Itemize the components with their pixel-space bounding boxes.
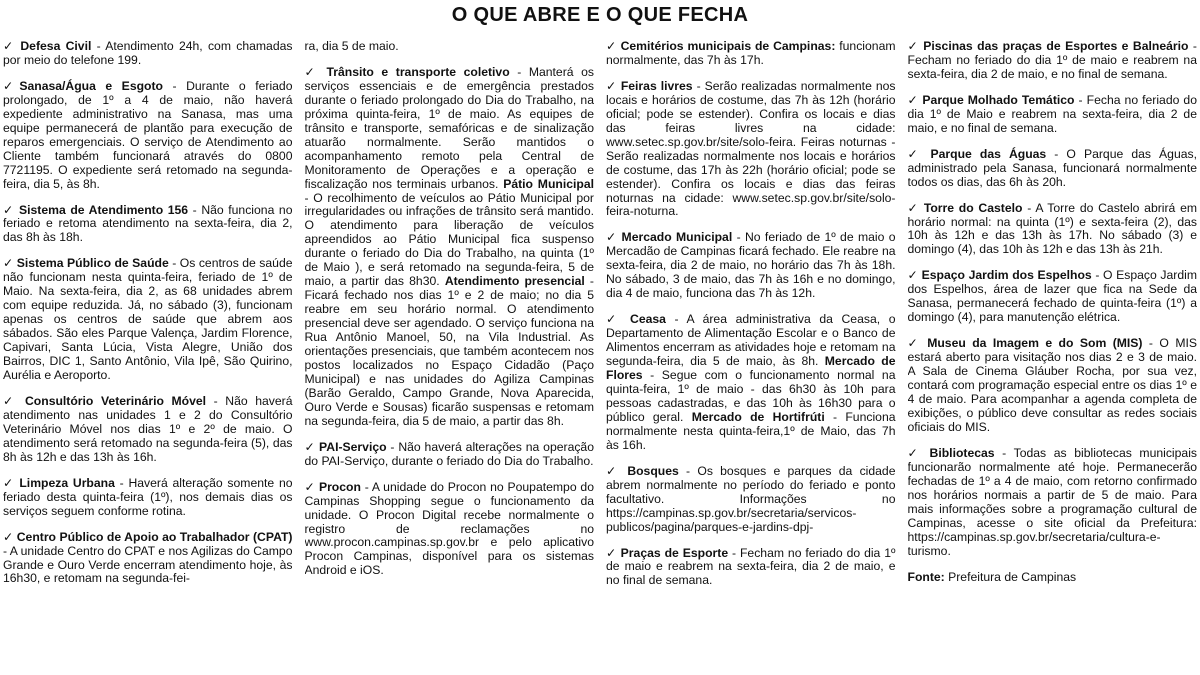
notice-heading: Bibliotecas bbox=[929, 445, 995, 460]
notice-heading: Torre do Castelo bbox=[923, 200, 1023, 215]
notice-heading: ✓ bbox=[3, 256, 17, 271]
column-3 bbox=[606, 36, 896, 675]
notice-item bbox=[908, 202, 1198, 258]
notice-heading: ✓ bbox=[304, 439, 320, 454]
notice-item bbox=[606, 80, 896, 220]
notice-text: - Haverá alteração somente no feriado desta quinta-feira (1º), nos demais dias os serviços seguem conforme rotina. bbox=[3, 475, 293, 518]
notice-item bbox=[908, 94, 1198, 136]
notice-heading: Feiras livres bbox=[620, 78, 693, 93]
notice-text: - Não funciona no feriado e retoma atendimento na sexta-feira, dia 2, das 8h às 18h. bbox=[3, 202, 293, 245]
column-1 bbox=[3, 36, 293, 675]
notice-item bbox=[3, 204, 293, 246]
notice-text: - Atendimento 24h, com chamadas por meio do telefone 199. bbox=[3, 39, 293, 67]
notice-text: - Durante o feriado prolongado, de 1º a 4 de maio, não haverá expediente administrativo na Sanasa, mas uma equipe permanecerá de plantão para execução de reparos emergenciais. O serviço de Atendimento ao Cliente também funcionará através do 0800 7721195. O expediente será retomado na segunda-feira, dia 5, às 8h. bbox=[3, 78, 293, 191]
notice-text: - O recolhimento de veículos ao Pátio Municipal por irregularidades ou infrações de trânsito será mantido. O atendimento para liberação de veículos apreendidos ao Pátio Municipal fica suspenso durante o feriado do Dia do Trabalho, na quinta (1º de Maio ), e será retomado na segunda-feira, 5 de maio, a partir das 8h30. bbox=[304, 190, 594, 289]
column-4 bbox=[908, 36, 1198, 675]
notice-text: - O Parque das Águas, administrado pela Sanasa, funcionará normalmente todos os dias, das 6h às 20h. bbox=[907, 146, 1197, 189]
notice-heading: Sistema Público de Saúde bbox=[16, 256, 169, 271]
notice-item bbox=[606, 465, 896, 535]
notice-text: - O Espaço Jardim dos Espelhos, área de lazer que fica na Sede da Sanasa, permanecerá fechado de quinta-feira (1º) a domingo (4), para manutenção elétrica. bbox=[907, 268, 1197, 325]
notice-heading: ✓ bbox=[907, 336, 928, 351]
notice-heading: ✓ bbox=[606, 78, 621, 93]
notice-text: - A Torre do Castelo abrirá em horário normal: na quinta (1º) e sexta-feira (2), das 10h às 12h e das 13h às 17h. No sábado (3) e domingo (4), das 10h às 12h e das 13h às 21h. bbox=[907, 200, 1197, 257]
notice-heading: Mercado Municipal bbox=[621, 230, 733, 245]
notice-heading: ✓ bbox=[907, 200, 924, 215]
notice-item bbox=[606, 313, 896, 453]
notice-heading: Espaço Jardim dos Espelhos bbox=[921, 268, 1092, 283]
notice-item bbox=[305, 66, 595, 429]
notice-heading: ✓ bbox=[606, 39, 621, 53]
notice-item bbox=[908, 447, 1198, 559]
notice-item bbox=[3, 80, 293, 192]
notice-item bbox=[908, 40, 1198, 82]
notice-text: - A unidade Centro do CPAT e nos Agilizas do Campo Grande e Ouro Verde encerram atendimento hoje, às 16h30, e retomam na segunda-fei- bbox=[3, 543, 293, 586]
column-2 bbox=[305, 36, 595, 675]
notice-heading: Mercado de Hortifrúti bbox=[691, 409, 825, 424]
notice-heading: ✓ bbox=[304, 479, 319, 494]
notice-heading: ✓ bbox=[304, 64, 327, 79]
notice-item bbox=[3, 531, 293, 587]
notice-heading: ✓ bbox=[606, 312, 631, 327]
notice-item bbox=[3, 257, 293, 383]
notice-heading: ✓ bbox=[907, 39, 924, 53]
notice-text: - Não haverá atendimento nas unidades 1 e 2 do Consultório Veterinário Móvel nos dias 1º e 2º de maio. O atendimento será retomado na segunda-feira (5), das 8h às 12h e das 13h às 16h. bbox=[3, 393, 293, 464]
notice-item bbox=[908, 337, 1198, 435]
notice-text: - Fecham no feriado do dia 1º de maio e reabrem na sexta-feira, dia 2 de maio, e no final de semana. bbox=[907, 39, 1197, 81]
notice-item bbox=[3, 477, 293, 519]
notice-heading: Sanasa/Água e Esgoto bbox=[19, 78, 163, 93]
notice-heading: ✓ bbox=[606, 463, 628, 478]
notice-text: - A área administrativa da Ceasa, o Departamento de Alimentação Escolar e o Banco de Alimentos encerram as atividades hoje e retomam na segunda-feira, dia 5 de maio, às 8h. bbox=[606, 312, 896, 369]
notice-item bbox=[3, 395, 293, 465]
notice-text: - Fecham no feriado do dia 1º de maio e reabrem na sexta-feira, dia 2 de maio, e no final de semana. bbox=[606, 545, 896, 588]
notice-heading: Consultório Veterinário Móvel bbox=[25, 393, 207, 408]
notice-heading: ✓ bbox=[907, 268, 922, 283]
notice-item bbox=[908, 269, 1198, 325]
article-columns bbox=[3, 36, 1197, 675]
notice-item bbox=[606, 231, 896, 301]
notice-text: funcionam normalmente, das 7h às 17h. bbox=[606, 39, 896, 67]
notice-heading: ✓ bbox=[907, 92, 923, 107]
notice-item bbox=[606, 40, 896, 68]
notice-heading: Fonte: bbox=[907, 569, 945, 584]
notice-heading: Limpeza Urbana bbox=[19, 475, 115, 490]
notice-heading: ✓ bbox=[3, 202, 19, 217]
notice-item bbox=[3, 40, 293, 68]
notice-item bbox=[606, 547, 896, 589]
notice-text: - Manterá os serviços essenciais e de emergência prestados durante o feriado prolongado do Dia do Trabalho, na próxima quinta-feira, 1º de maio. As equipes de trânsito e transporte, semafóricas e de sinalização atuarão normalmente. Serão mantidos o acompanhamento remoto pela Central de Monitoramento de Operações e a operação e fiscalização nos terminais urbanos. bbox=[304, 64, 594, 191]
notice-text: - Ficará fechado nos dias 1º e 2 de maio; no dia 5 reabre em seu horário normal. O atendimento presencial deve ser agendado. O serviço funciona na Rua Antônio Manoel, 50, na Vila Industrial. As orientações presenciais, que também acontecem nos postos localizados no Espaço Cidadão (Paço Municipal) e nas unidades do Agiliza Campinas (Barão Geraldo, Campo Grande, Nova Aparecida, Ouro Verde e Sousas) ficarão suspensas e retomam na segunda-feira, dia 5 de maio, a partir das 8h. bbox=[304, 274, 594, 428]
notice-heading: Atendimento presencial bbox=[444, 274, 585, 289]
notice-text: ra, dia 5 de maio. bbox=[304, 39, 399, 53]
notice-heading: Bosques bbox=[627, 463, 679, 478]
notice-text: - A unidade do Procon no Poupatempo do Campinas Shopping segue o funcionamento da unidade. O Procon Digital recebe normalmente o registro de reclamações no www.procon.campinas.sp.gov.br e pelo aplicativo Procon Campinas, disponível para os sistemas Android e iOS. bbox=[304, 479, 594, 578]
notice-heading: ✓ bbox=[907, 146, 931, 161]
notice-heading: Procon bbox=[318, 479, 361, 494]
notice-text: - Os centros de saúde não funcionam nesta quinta-feira, feriado de 1º de Maio. Na sexta-feira, dia 2, as 68 unidades abrem com equipe reduzida. Já, no sábado (3), funcionam apenas os centros de saúde que abrem aos sábados. São eles Parque Valença, Jardim Florence, Capivari, Santa Lúcia, Vista Alegre, União dos Bairros, DIC 1, Santo Antônio, Vila Ipê, São Quirino, Aurélia e Aeroporto. bbox=[3, 256, 293, 383]
page-title: O QUE ABRE E O QUE FECHA bbox=[451, 4, 749, 26]
notice-heading: Defesa Civil bbox=[20, 39, 92, 53]
notice-heading: ✓ bbox=[3, 393, 25, 408]
notice-heading: Cemitérios municipais de Campinas: bbox=[620, 39, 836, 53]
notice-heading: Ceasa bbox=[630, 312, 666, 327]
notice-text: - Os bosques e parques da cidade abrem normalmente no período do feriado e ponto facultativo. Informações no https://campinas.sp.gov.br/secretaria/servicos-publicos/pagina/parques-e-jardins-dpj- bbox=[606, 463, 896, 534]
notice-item bbox=[305, 40, 595, 54]
notice-heading: Trânsito e transporte coletivo bbox=[326, 64, 510, 79]
notice-heading: ✓ bbox=[606, 230, 622, 245]
notice-heading: ✓ bbox=[3, 78, 20, 93]
notice-heading: PAI-Serviço bbox=[319, 439, 387, 454]
notice-heading: Sistema de Atendimento 156 bbox=[19, 202, 189, 217]
notice-heading: Parque das Águas bbox=[930, 146, 1047, 161]
notice-heading: Mercado de Flores bbox=[606, 354, 896, 383]
notice-heading: Piscinas das praças de Esportes e Balneário bbox=[923, 39, 1189, 53]
notice-text: Prefeitura de Campinas bbox=[944, 569, 1077, 584]
notice-text: - Segue com o funcionamento normal na quinta-feira, 1º de maio - das 6h30 às 10h para pessoas cadastradas, e das 10h às 16h30 para o público geral. bbox=[606, 368, 896, 424]
notice-heading: Pátio Municipal bbox=[503, 176, 594, 191]
notice-heading: ✓ bbox=[3, 529, 17, 544]
notice-item bbox=[305, 441, 595, 469]
notice-text: - No feriado de 1º de maio o Mercadão de Campinas ficará fechado. Ele reabre na sexta-feira, dia 2 de maio, no horário das 7h às 18h. No sábado, 3 de maio, das 7h às 16h e no domingo, dia 4 de maio, funciona das 7h às 12h. bbox=[606, 230, 896, 301]
notice-heading: Centro Público de Apoio ao Trabalhador (CPAT) bbox=[16, 529, 293, 544]
notice-text: - Não haverá alterações na operação do PAI-Serviço, durante o feriado do Dia do Trabalho. bbox=[304, 439, 594, 468]
notice-heading: ✓ bbox=[606, 545, 621, 560]
notice-heading: ✓ bbox=[907, 445, 930, 460]
notice-item bbox=[908, 148, 1198, 190]
notice-text: - Fecha no feriado do dia 1º de Maio e reabrem na sexta-feira, dia 2 de maio, e no final de semana. bbox=[907, 92, 1197, 135]
notice-text: - Funciona normalmente nesta quinta-feira,1º de Maio, das 7h às 16h. bbox=[606, 409, 896, 452]
notice-heading: Parque Molhado Temático bbox=[922, 92, 1075, 107]
notice-heading: ✓ bbox=[3, 39, 21, 53]
notice-item bbox=[305, 481, 595, 579]
notice-heading: Praças de Esporte bbox=[620, 545, 729, 560]
notice-text: - Serão realizadas normalmente nos locais e horários de costume, das 7h às 12h (horário oficial; pode se estender). Confira os locais e dias das feiras livres na cidade: www.setec.sp.gov.br/site/solo-feira. Feiras noturnas - Serão realizadas normalmente nos locais e horários de costume, das 17h às 22h (horário oficial; pode se estender). Confira os locais e dias das feiras noturnas na cidade: www.setec.sp.gov.br/site/solo-feira-noturna. bbox=[606, 78, 896, 219]
notice-item bbox=[908, 571, 1198, 585]
notice-text: - Todas as bibliotecas municipais funcionarão normalmente até hoje. Permanecerão fechadas de 1º a 4 de maio, com retorno confirmado nos horários normais a partir de 5 de maio. Para mais informações sobre a programação cultural de Campinas, acesse o site oficial da Prefeitura: https://campinas.sp.gov.br/secretaria/cultura-e-turismo. bbox=[907, 445, 1197, 558]
notice-heading: ✓ bbox=[3, 475, 20, 490]
notice-text: - O MIS estará aberto para visitação nos dias 2 e 3 de maio. A Sala de Cinema Gláuber Rocha, por sua vez, contará com programação especial entre os dias 1º e 4 de maio. Para acompanhar a agenda completa de exibições, o público deve consultar as redes sociais oficiais do MIS. bbox=[907, 336, 1197, 434]
notice-heading: Museu da Imagem e do Som (MIS) bbox=[927, 336, 1143, 351]
